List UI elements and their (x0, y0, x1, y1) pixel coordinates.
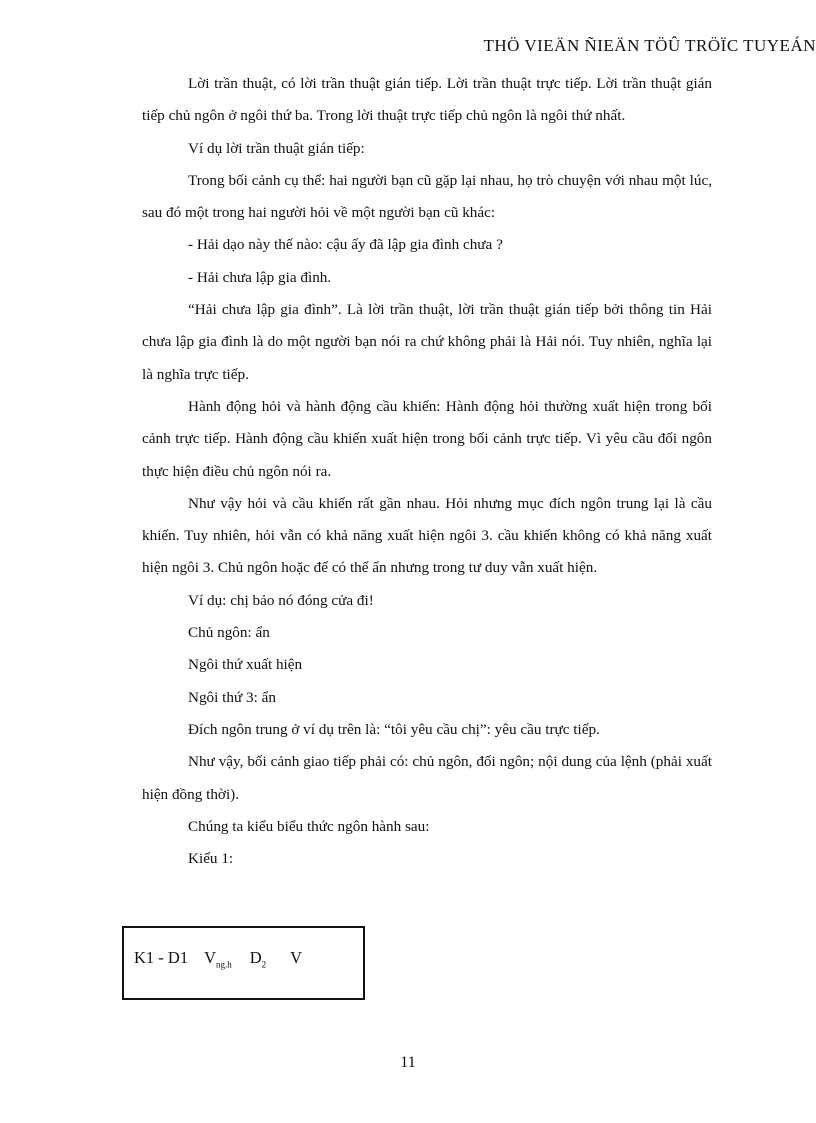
dialogue-line: - Hải chưa lập gia đình. (188, 268, 332, 286)
paragraph: Chủ ngôn: ẩn (188, 624, 270, 642)
formula-d-subscript: 2 (261, 959, 267, 970)
paragraph: Đích ngôn trung ở ví dụ trên là: “tôi yêu cầu chị”: yêu cầu trực tiếp. (188, 720, 600, 738)
formula-part: K1 - D1 (134, 948, 189, 967)
paragraph: Chúng ta kiểu biểu thức ngôn hành sau: (188, 817, 430, 835)
paragraph: “Hải chưa lập gia đình”. Là lời trần thuật, lời trần thuật gián tiếp bởi thông tin Hải chưa lập gia đình là do một người bạn nói ra chứ không phải là Hải nói. Tuy nhiên, nghĩa lại là nghĩa trực tiếp. (142, 301, 712, 383)
formula-d: D (249, 948, 262, 967)
formula-box (122, 926, 365, 1000)
running-header: THÖ VIEÄN ÑIEÄN TÖÛ TRÖÏC TUYEÁN (483, 36, 816, 55)
page-number: 11 (400, 1054, 416, 1071)
formula-v-end: V (290, 948, 303, 967)
paragraph: Ví dụ lời trần thuật gián tiếp: (188, 139, 365, 157)
formula (134, 948, 302, 969)
paragraph: Trong bối cảnh cụ thể: hai người bạn cũ gặp lại nhau, họ trò chuyện với nhau một lúc, sau đó một trong hai người hỏi về một người bạn cũ khác: (142, 171, 712, 222)
paragraph: Ngôi thứ 3: ẩn (188, 688, 276, 706)
dialogue-line: - Hải dạo này thế nào: cậu ấy đã lập gia đình chưa ? (188, 236, 503, 254)
paragraph: Như vậy, bối cảnh giao tiếp phải có: chủ ngôn, đối ngôn; nội dung của lệnh (phải xuất hiện đồng thời). (142, 753, 712, 803)
body-text (142, 68, 712, 875)
paragraph: Lời trần thuật, có lời trần thuật gián tiếp. Lời trần thuật trực tiếp. Lời trần thuật gián tiếp chủ ngôn ở ngôi thứ ba. Trong lời thuật trực tiếp chủ ngôn là ngôi thứ nhất. (142, 75, 712, 125)
formula-verb-subscript: ng.h (216, 959, 232, 970)
paragraph: Ngôi thứ xuất hiện (188, 656, 303, 674)
paragraph: Như vậy hỏi và cầu khiến rất gần nhau. Hỏi nhưng mục đích ngôn trung lại là cầu khiến. Tuy nhiên, hỏi vẫn có khả năng xuất hiện ngôi 3. cầu khiến không có khả năng xuất hiện ngôi 3. Chủ ngôn hoặc để có thể ẩn nhưng trong tư duy vẫn xuất hiện. (142, 494, 712, 577)
formula-verb: V (204, 948, 216, 967)
paragraph: Ví dụ: chị bảo nó đóng cửa đi! (188, 591, 374, 609)
paragraph: Hành động hỏi và hành động cầu khiến: Hành động hỏi thường xuất hiện trong bối cảnh trực tiếp. Hành động cầu khiến xuất hiện trong bối cảnh trực tiếp. Vì yêu cầu đối ngôn thực hiện điều chủ ngôn nói ra. (142, 397, 712, 480)
paragraph: Kiểu 1: (188, 850, 234, 868)
